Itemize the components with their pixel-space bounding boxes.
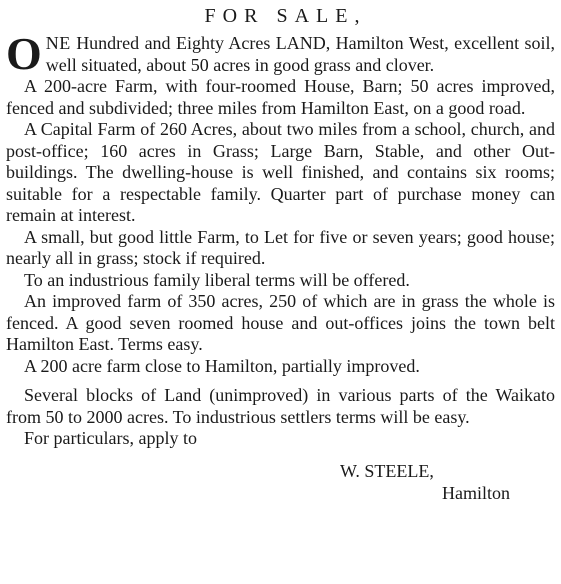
- listing-paragraph-5: To an industrious family liberal terms will be offered.: [24, 269, 410, 290]
- listing-paragraph-4: A small, but good little Farm, to Let for five or seven years; good house; nearly all in grass; stock if required.: [6, 226, 555, 268]
- listing-paragraph-6: An improved farm of 350 acres, 250 of which are in grass the whole is fenced. A good seven roomed house and out-offices joins the town belt Hamilton East. Terms easy.: [6, 291, 555, 354]
- listing-paragraph-3: A Capital Farm of 260 Acres, about two miles from a school, church, and post-office; 160 acres in Grass; Large Barn, Stable, and other Out-buildings. The dwelling-house is well finished, and contains six rooms; suitable for a respectable family. Quarter part of purchase money can remain at interest.: [6, 119, 555, 225]
- contact-line: For particulars, apply to: [24, 428, 197, 448]
- ad-heading: FOR SALE,: [204, 5, 367, 27]
- listing-paragraph-1: [6, 28, 556, 79]
- signature-name: W. STEELE,: [340, 460, 434, 481]
- lead-word: NE: [45, 33, 71, 53]
- listing-paragraph-8: Several blocks of Land (unimproved) in various parts of the Waikato from 50 to 2000 acres. To industrious settlers terms will be easy.: [6, 385, 555, 427]
- drop-cap-letter: O: [6, 28, 42, 79]
- listing-paragraph-2: A 200-acre Farm, with four-roomed House, Barn; 50 acres improved, fenced and subdivided; three miles from Hamilton East, on a good road.: [6, 76, 555, 118]
- advertisement: [6, 2, 555, 504]
- listing-paragraph-7: A 200 acre farm close to Hamilton, partially improved.: [24, 355, 420, 376]
- listing-text: Hundred and Eighty Acres LAND, Hamilton West, excellent soil, well situated, about 50 acres in good grass and clover.: [45, 33, 556, 75]
- signature-place: Hamilton: [442, 482, 510, 503]
